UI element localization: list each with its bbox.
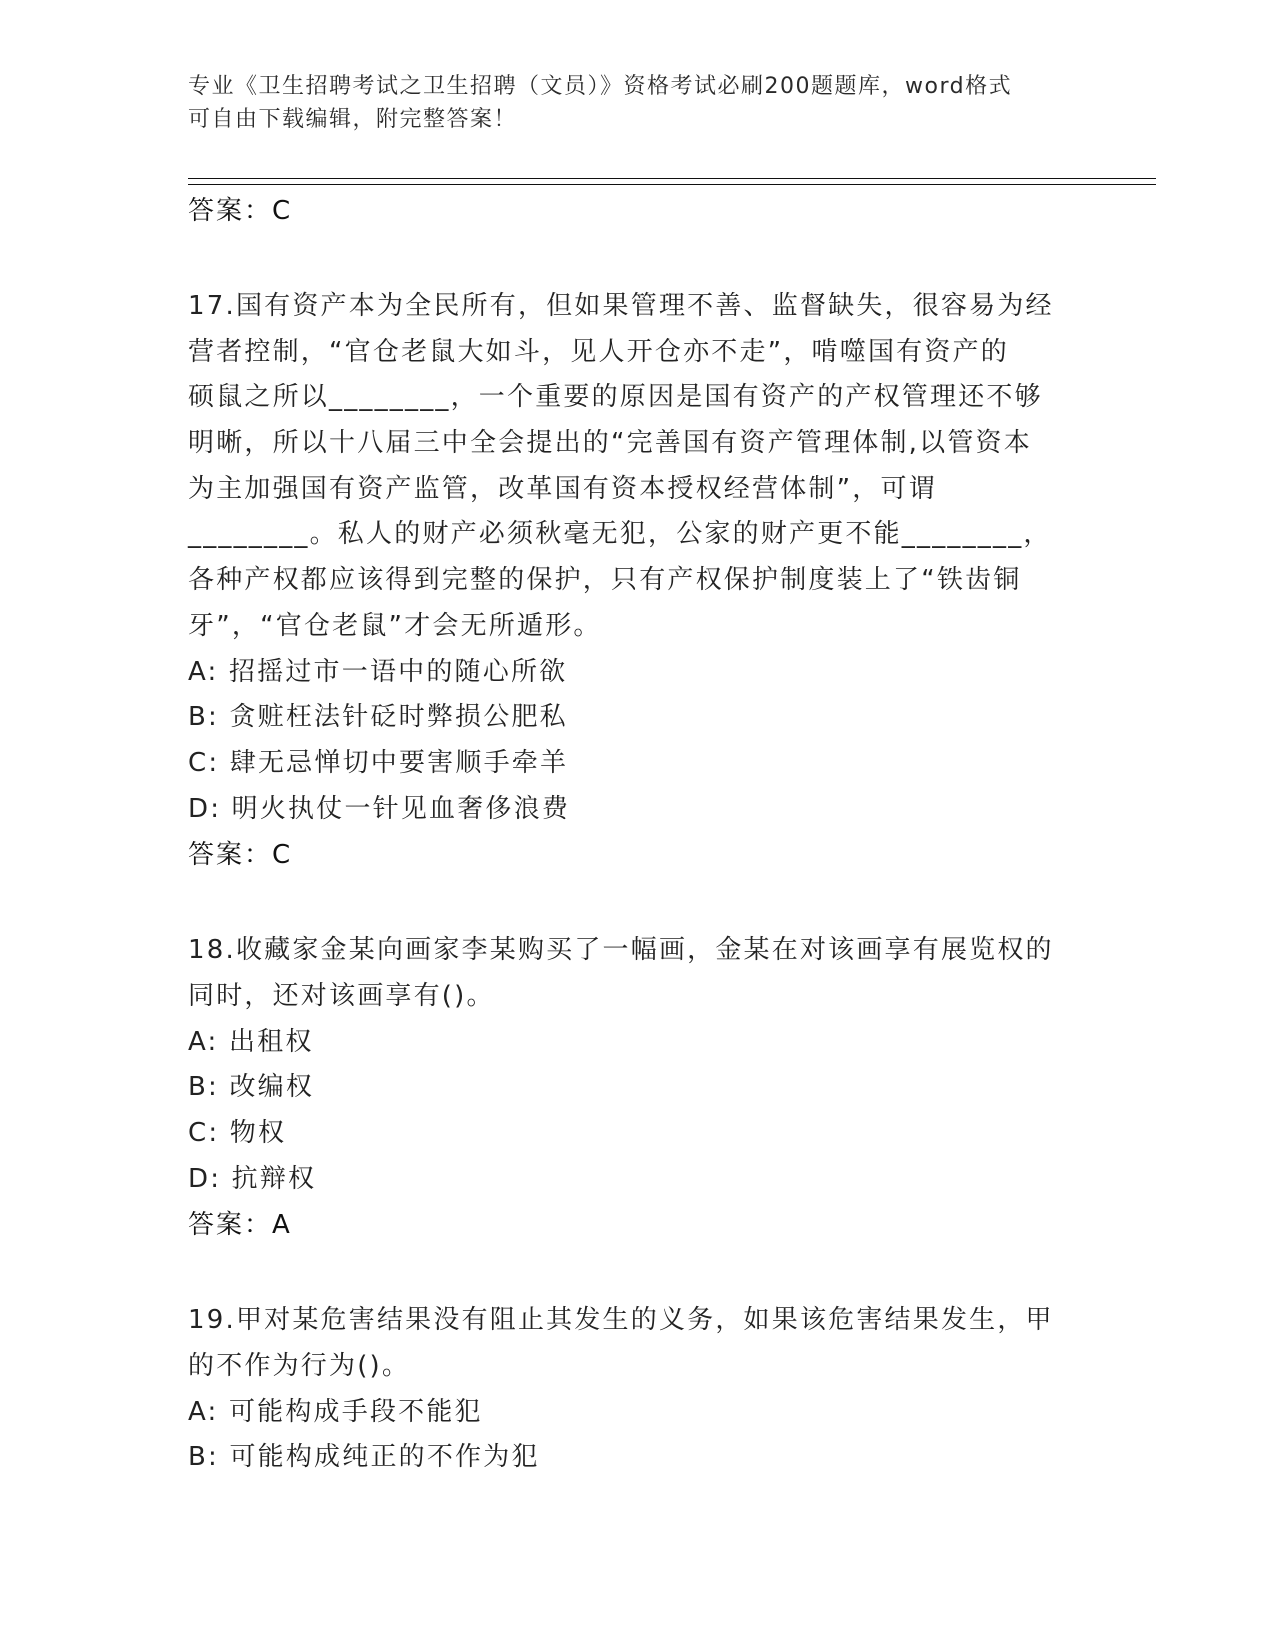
option-c: C: 物权 bbox=[188, 1118, 287, 1148]
question-text-line: ________。私人的财产必须秋毫无犯，公家的财产更不能________， bbox=[188, 519, 1052, 550]
header-line-1: 专业《卫生招聘考试之卫生招聘（文员）》资格考试必刷200题题库，word格式 bbox=[188, 74, 1013, 99]
question-text-line: 各种产权都应该得到完整的保护，只有产权保护制度装上了“铁齿铜 bbox=[188, 565, 1022, 596]
option-c: C: 肆无忌惮切中要害顺手牵羊 bbox=[188, 747, 569, 778]
question-text-line: 19.甲对某危害结果没有阻止其发生的义务，如果该危害结果发生，甲 bbox=[188, 1305, 1054, 1336]
question-text-line: 为主加强国有资产监管，改革国有资本授权经营体制”，可谓 bbox=[188, 473, 937, 504]
question-text-line: 18.收藏家金某向画家李某购买了一幅画，金某在对该画享有展览权的 bbox=[188, 935, 1054, 966]
question-text-line: 的不作为行为()。 bbox=[188, 1351, 411, 1382]
header-divider-bottom bbox=[188, 184, 1156, 185]
option-a: A: 招摇过市一语中的随心所欲 bbox=[188, 656, 568, 687]
answer-line: 答案：C bbox=[188, 840, 293, 871]
option-b: B: 可能构成纯正的不作为犯 bbox=[188, 1442, 540, 1473]
option-b: B: 贪赃枉法针砭时弊损公肥私 bbox=[188, 702, 568, 733]
header-divider-top bbox=[188, 178, 1156, 179]
question-text-line: 17.国有资产本为全民所有，但如果管理不善、监督缺失，很容易为经 bbox=[188, 291, 1054, 321]
option-a: A: 出租权 bbox=[188, 1026, 314, 1057]
header-line-2: 可自由下载编辑，附完整答案！ bbox=[188, 107, 518, 132]
question-text-line: 营者控制，“官仓老鼠大如斗，见人开仓亦不走”，啃噬国有资产的 bbox=[188, 336, 1009, 367]
option-d: D: 明火执仗一针见血奢侈浪费 bbox=[188, 793, 571, 824]
option-d: D: 抗辩权 bbox=[188, 1163, 317, 1194]
option-b: B: 改编权 bbox=[188, 1072, 315, 1103]
question-18 bbox=[188, 928, 1088, 1248]
answer-line: 答案：A bbox=[188, 1210, 292, 1241]
question-19 bbox=[188, 1298, 1088, 1481]
question-text-line: 同时，还对该画享有()。 bbox=[188, 980, 495, 1011]
document-header bbox=[188, 70, 1068, 136]
document-body bbox=[188, 188, 1088, 1481]
option-a: A: 可能构成手段不能犯 bbox=[188, 1396, 483, 1427]
question-text-line: 明晰，所以十八届三中全会提出的“完善国有资产管理体制,以管资本 bbox=[188, 428, 1032, 459]
question-17 bbox=[188, 284, 1088, 878]
question-text-line: 牙”，“官仓老鼠”才会无所遁形。 bbox=[188, 610, 602, 641]
answer-line: 答案：C bbox=[188, 196, 293, 226]
question-text-line: 硕鼠之所以________，一个重要的原因是国有资产的产权管理还不够 bbox=[188, 382, 1043, 413]
